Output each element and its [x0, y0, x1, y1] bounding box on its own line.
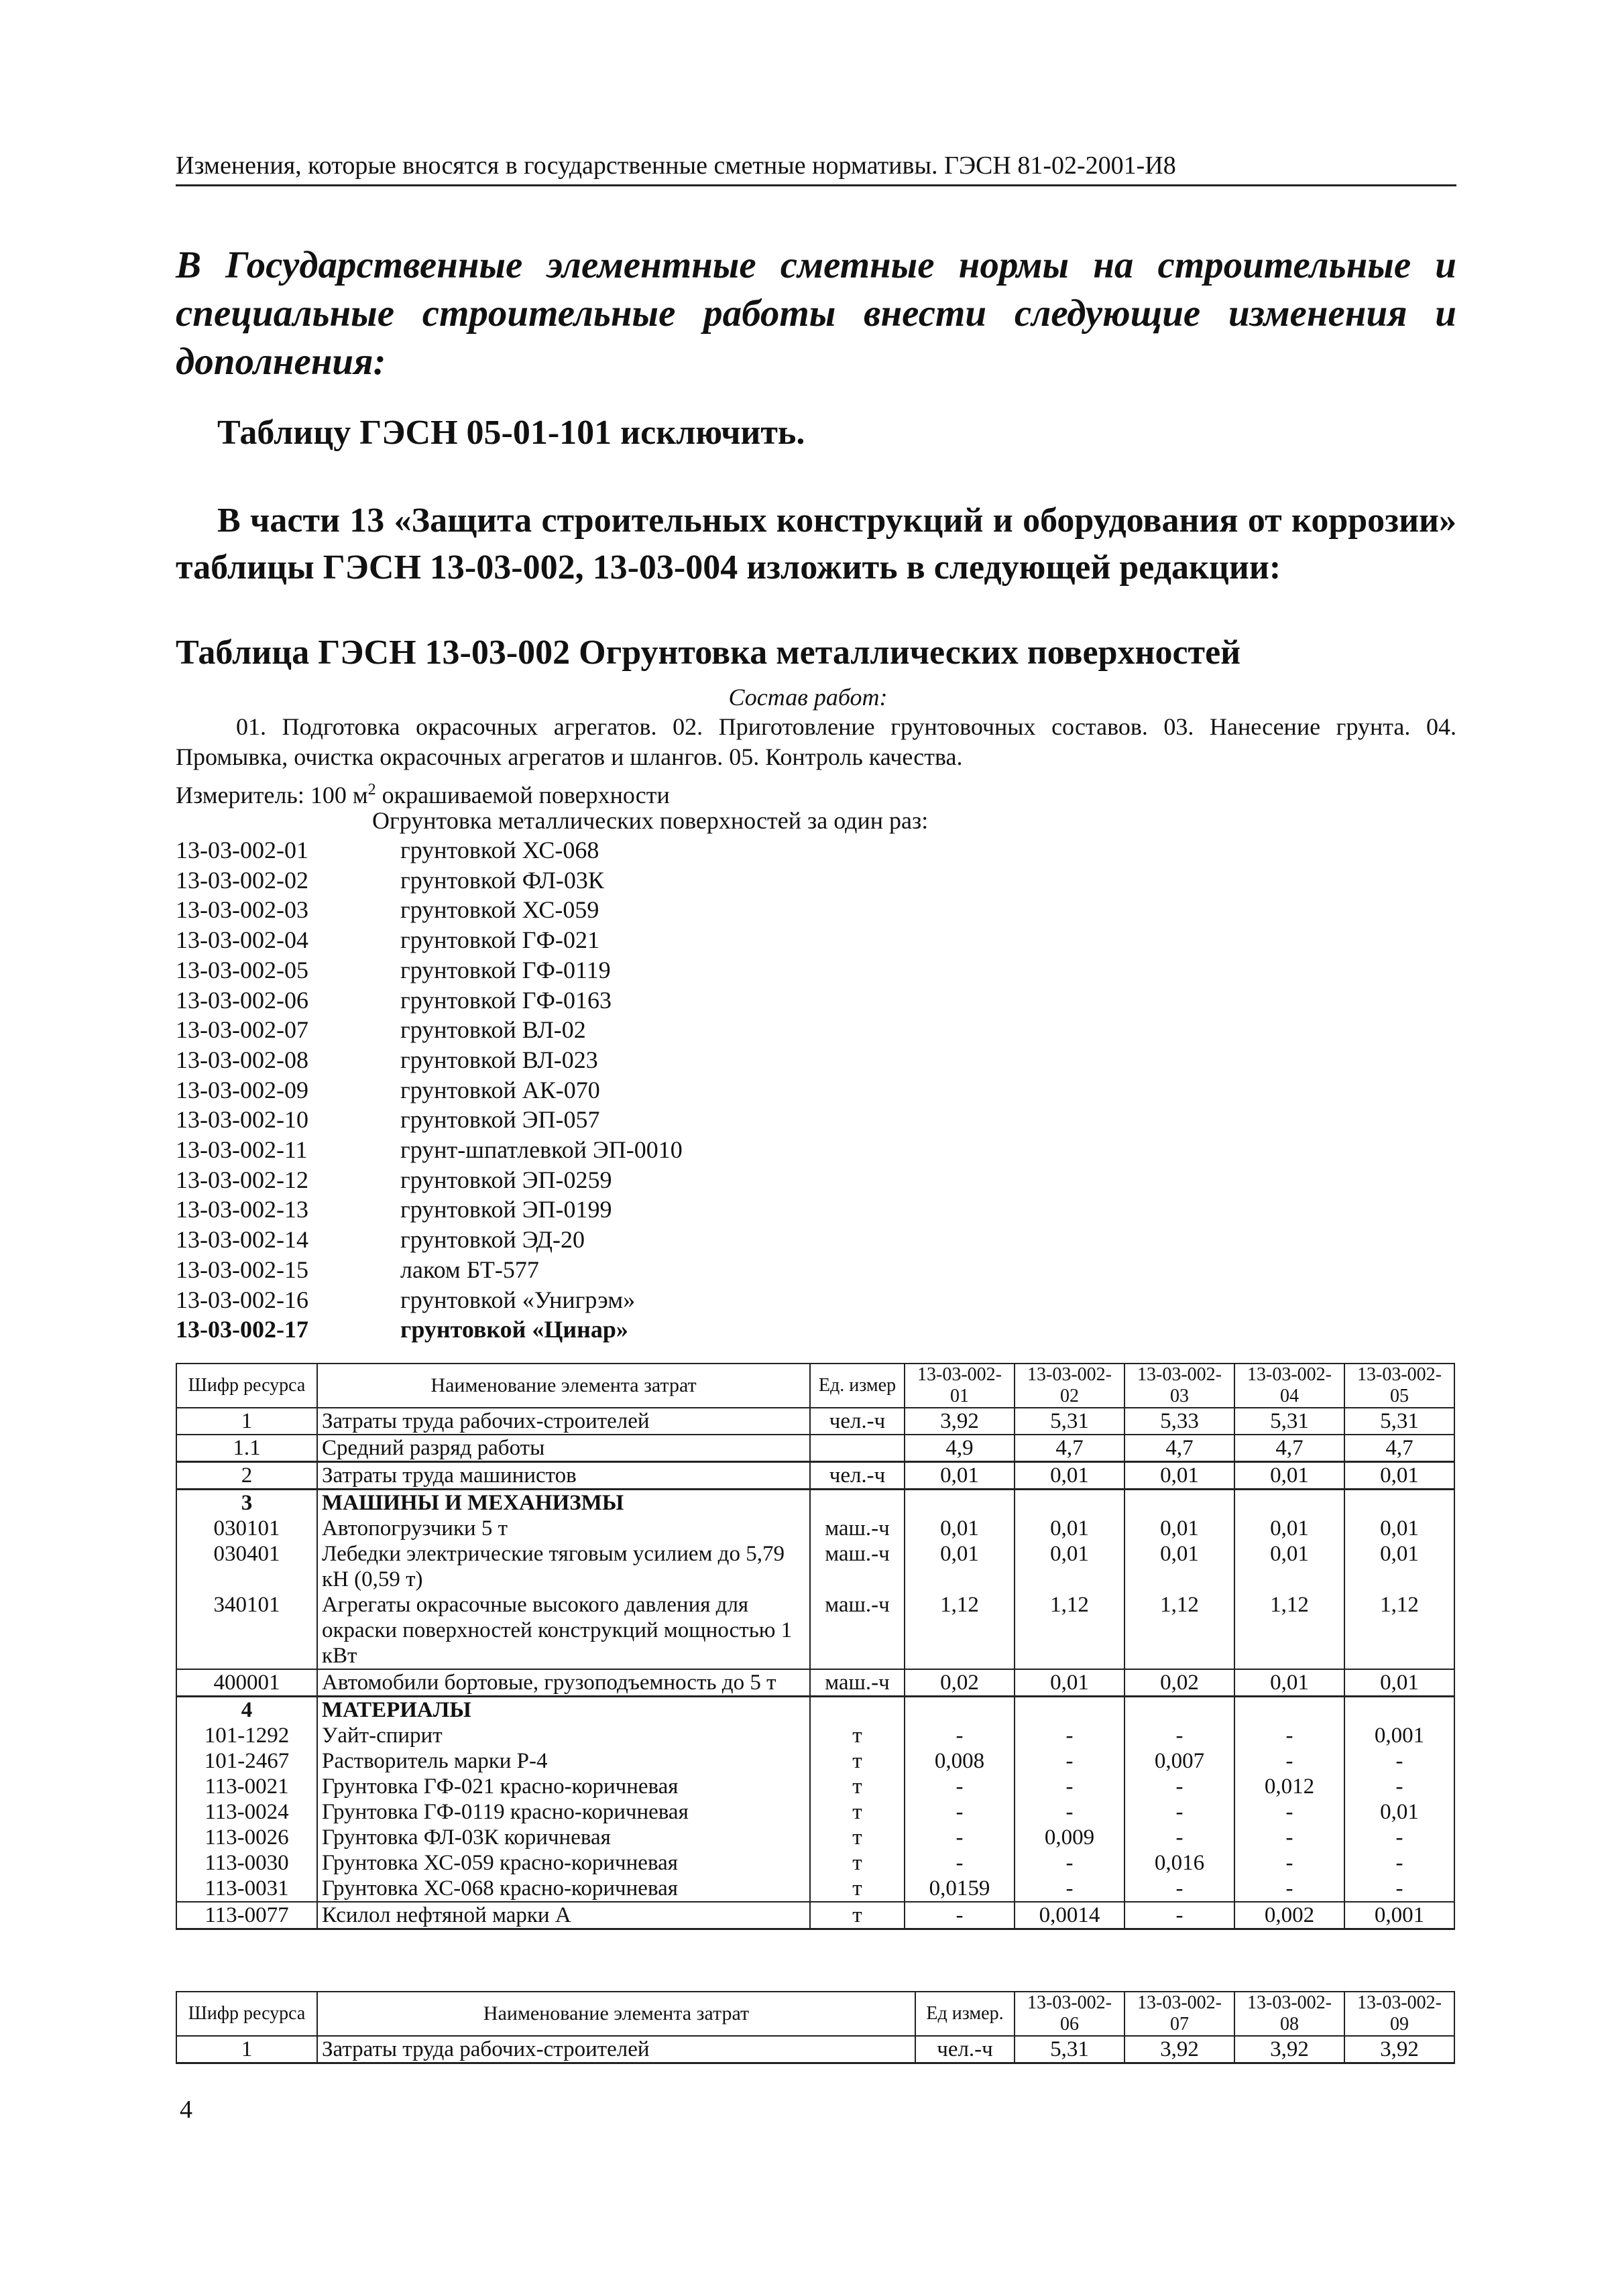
table-cell: т — [810, 1799, 905, 1825]
code-list-code: 13-03-002-12 — [176, 1166, 308, 1193]
table-cell: 113-0077 — [176, 1902, 317, 1929]
code-list-desc: грунтовкой ЭП-0259 — [400, 1166, 612, 1193]
resource-table-2-body — [176, 1992, 1454, 2063]
table-row — [176, 1462, 1454, 1490]
table-cell: 0,009 — [1015, 1825, 1124, 1850]
code-list-desc: грунтовкой ГФ-0119 — [400, 956, 611, 983]
table-cell: - — [1344, 1774, 1454, 1799]
column-header: Ед измер. — [915, 1992, 1015, 2036]
table-cell: 0,01 — [1234, 1669, 1344, 1697]
code-list-desc: грунтовкой АК-070 — [400, 1076, 600, 1103]
table-cell: 4,7 — [1124, 1435, 1234, 1462]
table-cell: 0,01 — [905, 1462, 1015, 1490]
table-cell: - — [905, 1902, 1015, 1929]
table-cell: чел.-ч — [915, 2036, 1015, 2063]
table-row — [176, 1516, 1454, 1541]
table-cell: 0,0014 — [1015, 1902, 1124, 1929]
code-list-code: 13-03-002-01 — [176, 837, 308, 863]
table-row — [176, 1825, 1454, 1850]
table-cell — [1234, 1697, 1344, 1724]
table-cell: - — [1015, 1723, 1124, 1748]
table-row — [176, 1669, 1454, 1697]
table-cell: 1 — [176, 1408, 317, 1435]
code-list-item — [176, 895, 683, 925]
table-cell: 0,0159 — [905, 1876, 1015, 1902]
table-cell: 4 — [176, 1697, 317, 1724]
resource-table-1-body — [176, 1364, 1454, 1929]
header-rule — [176, 184, 1456, 186]
table-cell: 0,01 — [1234, 1462, 1344, 1490]
table-cell — [1015, 1490, 1124, 1516]
table-cell: 4,9 — [905, 1435, 1015, 1462]
table-cell — [1124, 1490, 1234, 1516]
table-cell: - — [905, 1850, 1015, 1876]
column-header: 13-03-002-07 — [1124, 1992, 1234, 2036]
code-list-code: 13-03-002-17 — [176, 1316, 308, 1343]
table-row — [176, 1748, 1454, 1774]
table-cell: т — [810, 1774, 905, 1799]
codes-list-heading: Огрунтовка металлических поверхностей за один раз: — [372, 807, 929, 834]
table-cell: 0,01 — [1015, 1462, 1124, 1490]
table-cell: 113-0030 — [176, 1850, 317, 1876]
intro-paragraph: В Государственные элементные сметные нормы на строительные и специальные строительные работы внести следующие изменения и дополнения: — [176, 244, 1456, 383]
table-cell: 0,02 — [1124, 1669, 1234, 1697]
table-cell: 0,007 — [1124, 1748, 1234, 1774]
table-cell: 400001 — [176, 1669, 317, 1697]
table-cell: 5,33 — [1124, 1408, 1234, 1435]
table-cell — [1015, 1697, 1124, 1724]
table-cell: т — [810, 1825, 905, 1850]
code-list-desc: грунтовкой ФЛ-03К — [400, 866, 604, 894]
table-cell: Затраты труда машинистов — [317, 1462, 810, 1490]
table-cell: 030401 — [176, 1541, 317, 1592]
table-row — [176, 1876, 1454, 1902]
code-list-code: 13-03-002-13 — [176, 1196, 308, 1223]
table-cell: - — [1234, 1799, 1344, 1825]
table-cell: 1,12 — [1124, 1592, 1234, 1669]
table-cell: Ксилол нефтяной марки А — [317, 1902, 810, 1929]
table-cell: 0,01 — [905, 1516, 1015, 1541]
code-list-item — [176, 925, 683, 955]
table-row — [176, 1697, 1454, 1724]
table-cell: 0,01 — [905, 1541, 1015, 1592]
column-header: 13-03-002-09 — [1344, 1992, 1454, 2036]
code-list-desc: грунтовкой «Цинар» — [400, 1316, 628, 1343]
table-cell: 0,008 — [905, 1748, 1015, 1774]
table-row — [176, 1850, 1454, 1876]
table-cell: т — [810, 1723, 905, 1748]
table-cell: 1 — [176, 2036, 317, 2063]
code-list-code: 13-03-002-06 — [176, 986, 308, 1014]
code-list-desc: грунтовкой «Унигрэм» — [400, 1286, 636, 1313]
table-cell: 030101 — [176, 1516, 317, 1541]
table-cell: 3 — [176, 1490, 317, 1516]
measure-label: Измеритель: — [176, 782, 304, 808]
table-cell: Грунтовка ГФ-021 красно-коричневая — [317, 1774, 810, 1799]
table-cell: 4,7 — [1015, 1435, 1124, 1462]
code-list-item — [176, 1195, 683, 1225]
table-cell: 101-1292 — [176, 1723, 317, 1748]
code-list-desc: грунтовкой ЭП-0199 — [400, 1196, 612, 1223]
measure-value: 100 $м^2$ окрашиваемой поверхности — [310, 781, 670, 808]
table-cell: маш.-ч — [810, 1592, 905, 1669]
table-cell: 0,01 — [1344, 1669, 1454, 1697]
code-list-desc: лаком БТ-577 — [400, 1256, 539, 1283]
exclude-statement: Таблицу ГЭСН 05-01-101 исключить. — [217, 414, 805, 452]
column-header: Шифр ресурса — [176, 1992, 317, 2036]
code-list-item — [176, 1075, 683, 1105]
code-list-code: 13-03-002-03 — [176, 896, 308, 924]
table-cell: 5,31 — [1015, 2036, 1124, 2063]
table-cell: 113-0031 — [176, 1876, 317, 1902]
table-cell: - — [1015, 1799, 1124, 1825]
table-row — [176, 1408, 1454, 1435]
column-header: 13-03-002-05 — [1344, 1364, 1454, 1408]
table-cell: маш.-ч — [810, 1541, 905, 1592]
table-cell: т — [810, 1850, 905, 1876]
code-list-desc: грунтовкой ВЛ-02 — [400, 1016, 586, 1044]
column-header: Шифр ресурса — [176, 1364, 317, 1408]
code-list-desc: грунтовкой ЭП-057 — [400, 1106, 600, 1134]
table-header-row — [176, 1364, 1454, 1408]
table-cell: 113-0026 — [176, 1825, 317, 1850]
table-cell: 1.1 — [176, 1435, 317, 1462]
table-cell: 1,12 — [1234, 1592, 1344, 1669]
code-list-item — [176, 1165, 683, 1195]
code-list-item — [176, 985, 683, 1016]
table-cell: - — [905, 1825, 1015, 1850]
table-cell: маш.-ч — [810, 1669, 905, 1697]
table-title: Таблица ГЭСН 13-03-002 Огрунтовка металлических поверхностей — [176, 633, 1241, 672]
work-composition-text: 01. Подготовка окрасочных агрегатов. 02. Приготовление грунтовочных составов. 03. Нанесение грунта. 04. Промывка, очистка окрасочных агрегатов и шлангов. 05. Контроль качества. — [176, 713, 1456, 770]
table-cell: чел.-ч — [810, 1462, 905, 1490]
table-cell: т — [810, 1902, 905, 1929]
table-cell — [810, 1490, 905, 1516]
table-cell: 1,12 — [1344, 1592, 1454, 1669]
table-cell: 0,02 — [905, 1669, 1015, 1697]
table-cell: 0,012 — [1234, 1774, 1344, 1799]
table-cell: 113-0021 — [176, 1774, 317, 1799]
column-header: Наименование элемента затрат — [317, 1364, 810, 1408]
code-list-item — [176, 1135, 683, 1165]
table-cell: - — [1124, 1723, 1234, 1748]
table-cell: 0,01 — [1344, 1516, 1454, 1541]
table-cell — [1344, 1490, 1454, 1516]
table-cell: 3,92 — [1344, 2036, 1454, 2063]
table-cell: - — [1234, 1850, 1344, 1876]
resource-table-2 — [176, 1991, 1455, 2064]
table-cell: Грунтовка ГФ-0119 красно-коричневая — [317, 1799, 810, 1825]
table-cell: МАТЕРИАЛЫ — [317, 1697, 810, 1724]
table-cell: 0,01 — [1344, 1541, 1454, 1592]
table-header-row — [176, 1992, 1454, 2036]
table-cell: - — [905, 1799, 1015, 1825]
table-cell: 0,01 — [1015, 1516, 1124, 1541]
table-cell: 5,31 — [1015, 1408, 1124, 1435]
table-cell: 340101 — [176, 1592, 317, 1669]
table-cell: 0,01 — [1124, 1541, 1234, 1592]
code-list-item — [176, 1045, 683, 1075]
table-cell: Уайт-спирит — [317, 1723, 810, 1748]
table-cell: 0,01 — [1124, 1516, 1234, 1541]
code-list-desc: грунт-шпатлевкой ЭП-0010 — [400, 1136, 683, 1164]
running-header: Изменения, которые вносятся в государственные сметные нормативы. ГЭСН 81-02-2001-И8 — [176, 152, 1176, 180]
code-list-desc: грунтовкой ВЛ-023 — [400, 1046, 598, 1073]
table-cell: 3,92 — [1124, 2036, 1234, 2063]
code-list-item — [176, 1105, 683, 1135]
table-cell: - — [905, 1774, 1015, 1799]
table-cell: 0,01 — [1015, 1541, 1124, 1592]
table-cell: Затраты труда рабочих-строителей — [317, 1408, 810, 1435]
table-cell: 0,001 — [1344, 1902, 1454, 1929]
table-cell — [810, 1435, 905, 1462]
table-cell: - — [1234, 1723, 1344, 1748]
table-cell: - — [1234, 1876, 1344, 1902]
code-list-item — [176, 1255, 683, 1285]
table-row — [176, 1723, 1454, 1748]
table-cell: - — [1124, 1902, 1234, 1929]
table-cell: Средний разряд работы — [317, 1435, 810, 1462]
column-header: 13-03-002-04 — [1234, 1364, 1344, 1408]
table-cell: 0,01 — [1234, 1541, 1344, 1592]
table-cell: - — [1344, 1876, 1454, 1902]
table-cell: - — [1234, 1825, 1344, 1850]
table-cell — [1234, 1490, 1344, 1516]
table-cell: - — [1124, 1799, 1234, 1825]
table-cell: Агрегаты окрасочные высокого давления для окраски поверхностей конструкций мощностью 1 кВт — [317, 1592, 810, 1669]
table-row — [176, 1799, 1454, 1825]
table-cell: Грунтовка ХС-059 красно-коричневая — [317, 1850, 810, 1876]
table-cell: - — [1124, 1876, 1234, 1902]
table-cell: 5,31 — [1234, 1408, 1344, 1435]
table-cell: маш.-ч — [810, 1516, 905, 1541]
table-cell: чел.-ч — [810, 1408, 905, 1435]
code-list-item — [176, 1225, 683, 1255]
code-list-desc: грунтовкой ЭД-20 — [400, 1226, 585, 1254]
column-header: 13-03-002-01 — [905, 1364, 1015, 1408]
table-cell: Автопогрузчики 5 т — [317, 1516, 810, 1541]
table-row — [176, 1541, 1454, 1592]
table-cell: - — [1015, 1748, 1124, 1774]
table-cell — [905, 1697, 1015, 1724]
code-list-code: 13-03-002-11 — [176, 1136, 308, 1164]
table-cell: Грунтовка ХС-068 красно-коричневая — [317, 1876, 810, 1902]
table-cell: МАШИНЫ И МЕХАНИЗМЫ — [317, 1490, 810, 1516]
code-list-code: 13-03-002-10 — [176, 1106, 308, 1134]
table-cell: - — [905, 1723, 1015, 1748]
table-cell: - — [1344, 1825, 1454, 1850]
table-cell: 4,7 — [1234, 1435, 1344, 1462]
code-list-desc: грунтовкой ХС-059 — [400, 896, 599, 924]
table-cell: - — [1015, 1850, 1124, 1876]
table-cell: Автомобили бортовые, грузоподъемность до 5 т — [317, 1669, 810, 1697]
table-cell: 0,001 — [1344, 1723, 1454, 1748]
table-cell: 3,92 — [1234, 2036, 1344, 2063]
table-row — [176, 1902, 1454, 1929]
table-cell: 0,01 — [1124, 1462, 1234, 1490]
table-cell: 0,002 — [1234, 1902, 1344, 1929]
table-cell: 4,7 — [1344, 1435, 1454, 1462]
code-list-code: 13-03-002-08 — [176, 1046, 308, 1073]
code-list-desc: грунтовкой ГФ-021 — [400, 926, 599, 954]
table-cell: 113-0024 — [176, 1799, 317, 1825]
table-cell: - — [1015, 1876, 1124, 1902]
measure-line — [176, 775, 670, 810]
table-cell — [1124, 1697, 1234, 1724]
column-header: 13-03-002-08 — [1234, 1992, 1344, 2036]
table-cell: - — [1234, 1748, 1344, 1774]
table-cell: 5,31 — [1344, 1408, 1454, 1435]
code-list-code: 13-03-002-16 — [176, 1286, 308, 1313]
code-list-code: 13-03-002-15 — [176, 1256, 308, 1283]
table-cell — [1344, 1697, 1454, 1724]
resource-table-1 — [176, 1363, 1455, 1930]
code-list-item — [176, 865, 683, 896]
table-row — [176, 2036, 1454, 2063]
code-list-code: 13-03-002-14 — [176, 1226, 308, 1254]
table-cell: - — [1124, 1774, 1234, 1799]
code-list-code: 13-03-002-09 — [176, 1076, 308, 1103]
table-cell: 1,12 — [905, 1592, 1015, 1669]
table-cell: 0,016 — [1124, 1850, 1234, 1876]
code-list-item — [176, 1015, 683, 1045]
column-header: 13-03-002-02 — [1015, 1364, 1124, 1408]
code-list-desc: грунтовкой ХС-068 — [400, 837, 599, 863]
page-number: 4 — [180, 2096, 192, 2124]
table-cell: - — [1015, 1774, 1124, 1799]
table-cell: 2 — [176, 1462, 317, 1490]
code-list-code: 13-03-002-04 — [176, 926, 308, 954]
table-row — [176, 1774, 1454, 1799]
table-cell: - — [1124, 1825, 1234, 1850]
work-composition-heading: Состав работ: — [728, 684, 888, 711]
table-cell: Лебедки электрические тяговым усилием до 5,79 кН (0,59 т) — [317, 1541, 810, 1592]
table-cell: т — [810, 1876, 905, 1902]
table-cell: 1,12 — [1015, 1592, 1124, 1669]
code-list-item — [176, 835, 683, 865]
column-header: Ед. измер — [810, 1364, 905, 1408]
code-list-desc: грунтовкой ГФ-0163 — [400, 986, 612, 1014]
table-cell: 0,01 — [1344, 1799, 1454, 1825]
column-header: Наименование элемента затрат — [317, 1992, 915, 2036]
table-cell: 101-2467 — [176, 1748, 317, 1774]
table-cell: Затраты труда рабочих-строителей — [317, 2036, 915, 2063]
table-cell: 3,92 — [905, 1408, 1015, 1435]
code-list-code: 13-03-002-07 — [176, 1016, 308, 1044]
part13-paragraph: В части 13 «Защита строительных конструкций и оборудования от коррозии» таблицы ГЭСН 13-03-002, 13-03-004 изложить в следующей редакции: — [176, 501, 1456, 587]
code-list-item — [176, 955, 683, 985]
column-header: 13-03-002-06 — [1015, 1992, 1124, 2036]
codes-list — [176, 835, 683, 1345]
table-row — [176, 1592, 1454, 1669]
table-cell: 0,01 — [1344, 1462, 1454, 1490]
table-row — [176, 1490, 1454, 1516]
table-cell: - — [1344, 1850, 1454, 1876]
code-list-item — [176, 1315, 683, 1345]
code-list-item — [176, 1285, 683, 1315]
table-cell — [810, 1697, 905, 1724]
column-header: 13-03-002-03 — [1124, 1364, 1234, 1408]
table-cell: т — [810, 1748, 905, 1774]
table-cell: - — [1344, 1748, 1454, 1774]
table-row — [176, 1435, 1454, 1462]
table-cell: 0,01 — [1234, 1516, 1344, 1541]
table-cell: 0,01 — [1015, 1669, 1124, 1697]
table-cell: Растворитель марки Р-4 — [317, 1748, 810, 1774]
table-cell — [905, 1490, 1015, 1516]
table-cell: Грунтовка ФЛ-03К коричневая — [317, 1825, 810, 1850]
code-list-code: 13-03-002-05 — [176, 956, 308, 983]
code-list-code: 13-03-002-02 — [176, 866, 308, 894]
